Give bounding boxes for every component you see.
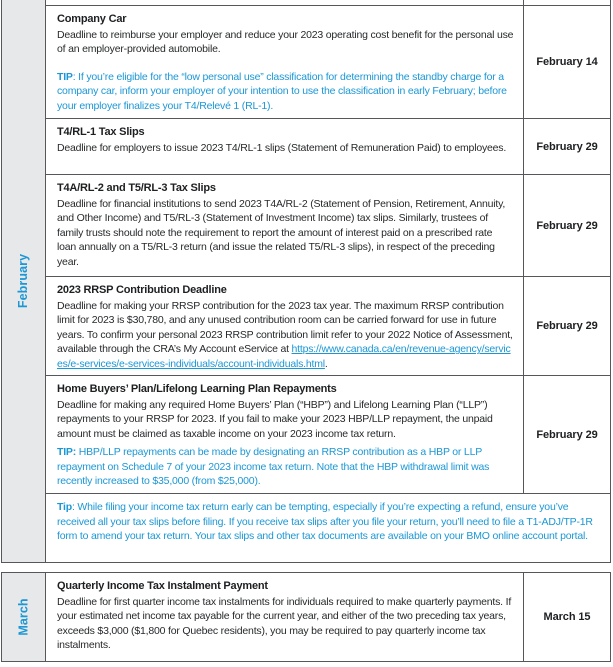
tip-label: TIP: (57, 446, 77, 459)
tip-label: Tip (57, 501, 72, 513)
entry-row-company-car (46, 5, 610, 118)
date-cell: February 29 (523, 119, 610, 174)
entry-body (57, 299, 514, 372)
entry-content (46, 175, 523, 276)
entry-content (46, 277, 523, 375)
entry-title: Quarterly Income Tax Instalment Payment (57, 580, 268, 592)
tip-text: HBP/LLP repayments can be made by designating an RRSP contribution as a HBP or LLP repayment on Schedule 7 of your 2023 income tax return. Note that the HBP withdrawal limit was recently increased to $35,000 (from $25,000). (57, 446, 490, 488)
entry-row-t4a-t5-slips (46, 174, 610, 276)
entry-content (46, 119, 523, 174)
entry-tip (57, 70, 514, 114)
date-cell: February 14 (523, 6, 610, 118)
month-label-march: March (16, 598, 31, 636)
body-text: Deadline for making your RRSP contribution for the 2023 tax year. The maximum RRSP contribution limit for 2023 is $30,780, and any unused contribution room can be carried forward for use in future years. To confirm your personal 2023 RRSP contribution limit refer to your 2022 Notice of Assessment, available through the CRA’s My Account eService at (57, 299, 513, 356)
entry-content (46, 376, 523, 493)
tip-text: : While filing your income tax return early can be tempting, especially if you’re expecting a refund, ensure you’ve received all your tax slips before filing. If you receive tax slips after you file your return, you’ll need to file a T1-ADJ/TP-1R form to amend your tax return. Your tax slips and other tax documents are available on your BMO online account portal. (57, 501, 593, 543)
month-label-february: February (16, 253, 31, 309)
february-section (1, 0, 611, 563)
entry-body: Deadline for making any required Home Buyers’ Plan (“HBP”) and Lifelong Learning Plan (“LLP”) repayments to your RRSP for 2023. If you fail to make your 2023 HBP/LLP repayment, the unpaid amount must be claimed as taxable income on your 2023 income tax return. (57, 398, 493, 440)
tip-label: TIP (57, 70, 73, 83)
date-cell: February 29 (523, 175, 610, 276)
february-rows (46, 0, 610, 562)
entry-title: T4A/RL-2 and T5/RL-3 Tax Slips (57, 182, 216, 194)
march-rows (46, 573, 610, 661)
entry-content (46, 6, 523, 118)
date-cell: March 15 (523, 573, 610, 661)
filing-tip-content (46, 494, 610, 562)
entry-body: Deadline for first quarter income tax instalments for individuals required to make quarterly payments. If your estimated net income tax payable for the current year, and either of the two preceding tax years, exceeds $3,000 ($1,800 for Quebec residents), you may be required to pay quarterly income tax instalments. (57, 595, 512, 652)
entry-body: Deadline to reimburse your employer and reduce your 2023 operating cost benefit for the personal use of an employer-provided automobile. (57, 28, 514, 56)
entry-row-quarterly-instalment (46, 573, 610, 661)
cra-account-link[interactable]: https://www.canada.ca/en/revenue-agency/services/e-services/e-services-individuals/account-individuals.html (57, 343, 511, 370)
entry-row-t4-rl1-slips (46, 118, 610, 174)
entry-row-rrsp-contribution (46, 276, 610, 375)
entry-row-hbp-llp-repayments (46, 375, 610, 493)
entry-content (46, 573, 523, 661)
filing-tip-row (46, 493, 610, 562)
entry-title: Company Car (57, 13, 127, 25)
march-section (1, 572, 611, 662)
month-cell-march (2, 573, 46, 661)
entry-title: T4/RL-1 Tax Slips (57, 126, 145, 138)
entry-tip (57, 445, 514, 489)
entry-title: Home Buyers’ Plan/Lifelong Learning Plan Repayments (57, 383, 337, 395)
entry-body: Deadline for financial institutions to send 2023 T4A/RL-2 (Statement of Pension, Retirement, Annuity, and Other Income) and T5/RL-3 (Statement of Investment Income) tax slips. Similarly, trustees of family trusts should note the requirement to report the amount of interest paid on a prescribed rate loan annually on a T5/RL-3 return (and issue the related T5/RL-3 slips), in respect of the preceding year. (57, 197, 506, 268)
date-cell: February 29 (523, 376, 610, 493)
entry-title: 2023 RRSP Contribution Deadline (57, 284, 227, 296)
tip-text: : If you’re eligible for the “low personal use” classification for determining the standby charge for a company car, inform your employer of your intention to use the classification in early February; before your employer finalizes your T4/Relevé 1 (RL-1). (57, 70, 507, 112)
entry-body: Deadline for employers to issue 2023 T4/RL-1 slips (Statement of Remuneration Paid) to employees. (57, 141, 507, 154)
date-cell: February 29 (523, 277, 610, 375)
body-text-after-link: . (324, 357, 328, 370)
month-cell-february (2, 0, 46, 562)
filing-tip (57, 500, 601, 544)
